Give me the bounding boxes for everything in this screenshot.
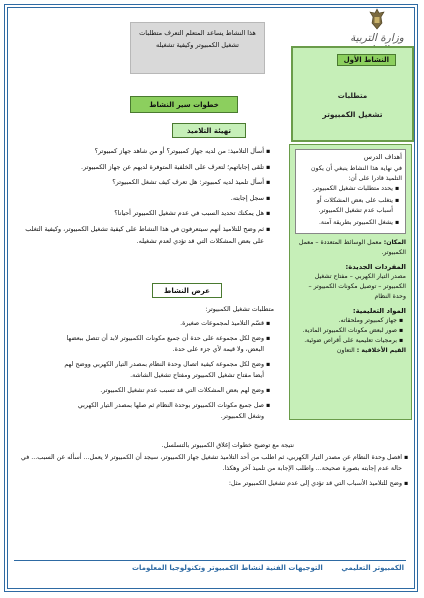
steps-heading: خطوات سير النشاط bbox=[130, 96, 238, 113]
values-info bbox=[295, 346, 406, 356]
conclusion-item: • افصل وحدة النظام عن مصدر التيار الكهربي، ثم اطلب من أحد التلاميذ تشغيل جهاز الكمبيوتر، سيجد أن الكمبيوتر لا يعمل... أسأله عن السبب... في حالة عدم إجابته بصورة صحيحة... واطلب الإجابة من تلميذ آخر وهكذا. bbox=[14, 452, 402, 475]
conclusion-caption: نتيجة مع توضيح خطوات إغلاق الكمبيوتر بالتسلسل. bbox=[161, 442, 294, 449]
values-label: القيم الأخلاقية : bbox=[356, 347, 406, 354]
prep-item: • أسأل تلميذ لديه كمبيوتر: هل تعرف كيف تشغل الكمبيوتر؟ bbox=[14, 177, 264, 189]
lesson-goals-box bbox=[295, 149, 406, 234]
activity-number: النشاط الأول bbox=[337, 54, 396, 66]
conclusion-item: • وضح للتلاميذ الأسباب التي قد تؤدي إلى عدم تشغيل الكمبيوتر مثل: bbox=[14, 478, 402, 490]
material-item: • صور لبعض مكونات الكمبيوتر المادية. bbox=[295, 326, 397, 336]
goal-item: • يحدد متطلبات تشغيل الكمبيوتر. bbox=[299, 184, 393, 194]
page-footer bbox=[14, 560, 406, 575]
presentation-lead: متطلبات تشغيل الكمبيوتر: bbox=[205, 306, 274, 313]
prep-item: • أسأل التلاميذ: من لديه جهاز كمبيوتر؟ أو من شاهد جهاز كمبيوتر؟ bbox=[14, 146, 264, 158]
footer-right-text: الكمبيوتر التعليمي bbox=[341, 564, 404, 572]
intro-box: هذا النشاط يساعد المتعلم التعرف متطلبات تشغيل الكمبيوتر وكيفية تشغيله bbox=[130, 22, 265, 74]
presentation-item: • وضح لكل مجموعة على حدة أن جميع مكونات الكمبيوتر لابد أن تتصل ببعضها البعض، ولا قيمة لأي جزء على حدة. bbox=[60, 333, 264, 355]
activity-title-line1: متطلبات bbox=[337, 92, 368, 100]
goals-heading: أهداف الدرس bbox=[363, 153, 402, 161]
conclusion-section bbox=[14, 440, 412, 492]
values-text: التعاون bbox=[336, 347, 355, 354]
presentation-heading: عرض النشاط bbox=[152, 283, 222, 298]
prep-item: • ثم وضح للتلاميذ أنهم سيتعرفون في هذا النشاط على كيفية تشغيل الكمبيوتر، وكيفية التغلب على بعض المشكلات التي قد تؤدي لعدم تشغيله. bbox=[14, 224, 264, 247]
eagle-emblem-icon bbox=[368, 8, 386, 30]
presentation-section bbox=[60, 304, 274, 426]
goals-intro: في نهاية هذا النشاط ينبغي أن يكون التلميذ قادرا على أن: bbox=[311, 165, 402, 182]
presentation-item: • قسّم التلاميذ لمجموعات صغيرة. bbox=[60, 318, 264, 329]
place-label: المكان: bbox=[383, 239, 406, 246]
preparation-section bbox=[14, 146, 274, 251]
prep-item: • هل يمكنك تحديد السبب في عدم تشغيل الكمبيوتر أحيانا؟ bbox=[14, 208, 264, 220]
materials-heading: المواد التعليمية: bbox=[352, 307, 406, 315]
footer-left-text: التوجيهات الفنية لنشاط الكمبيوتر وتكنولوجيا المعلومات bbox=[132, 564, 323, 572]
presentation-item: • وضح لكل مجموعة كيفية اتصال وحدة النظام بمصدر التيار الكهربي ووضح لهم أيضا مفتاح تشغيل الكمبيوتر ومفتاح تشغيل الشاشة. bbox=[60, 359, 264, 381]
lesson-sidebar bbox=[289, 144, 412, 420]
ministry-name: وزارة التربية bbox=[350, 32, 404, 44]
presentation-item: • صل جميع مكونات الكمبيوتر بوحدة النظام ثم صلها بمصدر التيار الكهربي وشغل الكمبيوتر. bbox=[60, 400, 264, 422]
goal-item: • يشغل الكمبيوتر بطريقة آمنة. bbox=[299, 218, 393, 228]
presentation-item: • وضح لهم بعض المشكلات التي قد تسبب عدم تشغيل الكمبيوتر. bbox=[60, 385, 264, 396]
prep-item: • تلقى إجاباتهم؛ لتعرف على الخلفية المتوفرة لديهم عن جهاز الكمبيوتر. bbox=[14, 162, 264, 174]
vocab-text: مصدر التيار الكهربي – مفتاح تشغيل الكمبيوتر – توصيل مكونات الكمبيوتر – وحدة النظام bbox=[308, 273, 406, 300]
place-text: معمل الوسائط المتعددة – معمل الكمبيوتر. bbox=[298, 239, 406, 256]
preparation-heading: تهيئة التلاميذ bbox=[172, 123, 246, 138]
place-info bbox=[295, 238, 406, 258]
material-item: • جهاز كمبيوتر وملحقاته. bbox=[295, 316, 397, 326]
activity-title-box bbox=[291, 46, 414, 142]
goal-item: • يتغلب على بعض المشكلات أو أسباب عدم تشغيل الكمبيوتر. bbox=[299, 196, 393, 216]
material-item: • برمجيات تعليمية على أقراص ضوئية. bbox=[295, 336, 397, 346]
vocab-heading: المفردات الجديدة: bbox=[345, 263, 406, 271]
prep-item: • سجل إجابته. bbox=[14, 193, 264, 205]
activity-title-line2: تشغيل الكمبيوتر bbox=[322, 110, 383, 119]
